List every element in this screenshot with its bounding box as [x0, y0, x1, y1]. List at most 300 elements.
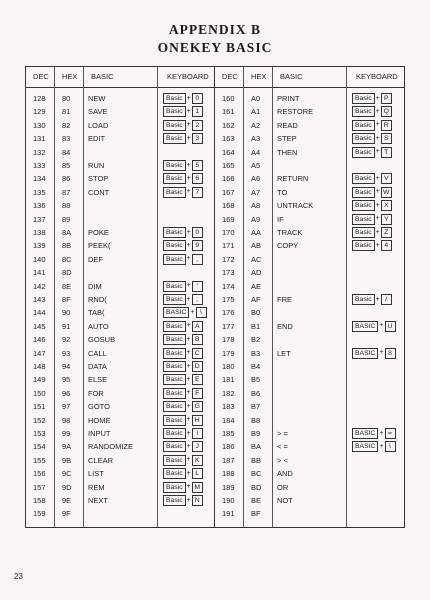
hex-cell: 89 — [62, 214, 71, 224]
key-combination — [163, 107, 203, 116]
key-combination — [163, 469, 203, 478]
basic-keyword-cell: GOTO — [88, 402, 110, 412]
key-combination — [163, 442, 203, 451]
basic-key: Basic — [352, 227, 375, 238]
hex-cell: BC — [251, 469, 262, 479]
character-key: 9 — [192, 240, 203, 251]
basic-key: Basic — [163, 294, 186, 305]
key-combination — [163, 282, 203, 291]
basic-keyword-cell: END — [277, 321, 293, 331]
hex-cell: A7 — [251, 187, 261, 197]
character-key: B — [192, 334, 203, 345]
hex-cell: A3 — [251, 134, 261, 144]
table-row — [26, 120, 215, 132]
plus-sign: + — [186, 322, 191, 330]
character-key: D — [192, 361, 203, 372]
plus-sign: + — [186, 389, 191, 397]
character-key: 6 — [192, 173, 203, 184]
character-key: S — [381, 133, 392, 144]
hex-cell: 94 — [62, 362, 71, 371]
basic-key: BASIC — [163, 307, 189, 318]
hex-cell: AB — [251, 241, 262, 251]
basic-keyword-cell: FRE — [277, 295, 292, 304]
key-combination — [163, 161, 203, 170]
table-row — [215, 388, 404, 400]
hex-cell: B7 — [251, 402, 261, 412]
dec-cell: 155 — [33, 455, 46, 465]
basic-keyword-cell: TAB( — [88, 308, 105, 318]
table-row — [215, 254, 404, 266]
table-row — [215, 361, 404, 373]
key-combination — [352, 188, 392, 197]
table-row — [26, 401, 215, 413]
dec-cell: 171 — [222, 241, 235, 251]
dec-cell: 191 — [222, 509, 235, 519]
table-row — [215, 455, 404, 467]
table-row — [26, 482, 215, 494]
character-key: F — [192, 388, 203, 399]
table-row — [215, 160, 404, 172]
table-row — [215, 294, 404, 306]
key-combination — [163, 295, 203, 304]
key-combination — [352, 174, 392, 183]
plus-sign: + — [375, 241, 380, 249]
key-combination — [352, 322, 396, 331]
table-row — [215, 495, 404, 507]
hex-cell: AE — [251, 281, 262, 291]
key-combination — [163, 456, 203, 465]
plus-sign: + — [186, 161, 191, 169]
dec-cell: 174 — [222, 281, 235, 291]
basic-keyword-cell: INPUT — [88, 429, 111, 438]
table-row — [26, 441, 215, 453]
plus-sign: + — [186, 134, 191, 142]
hex-cell: 97 — [62, 402, 71, 412]
plus-sign: + — [379, 322, 384, 330]
hex-cell: 86 — [62, 174, 71, 184]
hex-cell: A2 — [251, 120, 261, 130]
header-dec: DEC — [222, 72, 238, 81]
table-row — [26, 200, 215, 212]
basic-keyword-cell: REM — [88, 482, 105, 492]
basic-key: BASIC — [352, 348, 378, 359]
basic-key: Basic — [163, 441, 186, 452]
table-row — [215, 187, 404, 199]
dec-cell: 190 — [222, 496, 235, 505]
basic-key: Basic — [163, 482, 186, 493]
table-row — [26, 361, 215, 373]
dec-cell: 167 — [222, 187, 235, 197]
basic-key: Basic — [352, 106, 375, 117]
character-key: G — [192, 401, 203, 412]
basic-keyword-cell: POKE — [88, 228, 109, 237]
basic-key: BASIC — [352, 321, 378, 332]
hex-cell: 85 — [62, 161, 71, 170]
hex-cell: 87 — [62, 187, 71, 197]
hex-cell: 9C — [62, 469, 72, 479]
dec-cell: 178 — [222, 335, 235, 345]
plus-sign: + — [186, 255, 191, 263]
dec-cell: 157 — [33, 482, 46, 492]
character-key: H — [192, 415, 203, 426]
character-key: 8 — [385, 348, 396, 359]
character-key: Z — [381, 227, 392, 238]
table-row — [26, 334, 215, 346]
key-combination — [163, 94, 203, 103]
basic-keyword-cell: RND( — [88, 295, 107, 304]
hex-cell: 9B — [62, 455, 72, 465]
plus-sign: + — [186, 375, 191, 383]
key-combination — [352, 429, 396, 438]
table-row — [215, 200, 404, 212]
basic-keyword-cell: SAVE — [88, 107, 108, 117]
hex-cell: AA — [251, 228, 262, 237]
character-key: ; — [192, 294, 203, 305]
basic-keyword-cell: CALL — [88, 348, 107, 358]
plus-sign: + — [186, 295, 191, 303]
hex-cell: 9D — [62, 482, 72, 492]
character-key: W — [381, 187, 392, 198]
hex-cell: 9E — [62, 496, 72, 505]
hex-cell: 88 — [62, 201, 71, 211]
basic-keyword-cell: TO — [277, 187, 288, 197]
basic-keyword-cell: > < — [277, 455, 288, 465]
basic-keyword-cell: RUN — [88, 161, 105, 170]
plus-sign: + — [186, 174, 191, 182]
table-row — [215, 482, 404, 494]
character-key: ' — [192, 281, 203, 292]
key-combination — [163, 375, 203, 384]
hex-cell: B1 — [251, 321, 261, 331]
table-row — [26, 187, 215, 199]
basic-key: Basic — [163, 227, 186, 238]
table-row — [26, 267, 215, 279]
character-key: I — [192, 428, 203, 439]
dec-cell: 182 — [222, 388, 235, 398]
basic-key: Basic — [163, 133, 186, 144]
key-combination — [352, 121, 392, 130]
hex-cell: 93 — [62, 348, 71, 358]
key-combination — [163, 335, 203, 344]
hex-cell: BF — [251, 509, 261, 519]
character-key: N — [192, 495, 203, 506]
hex-cell: 98 — [62, 415, 71, 425]
basic-keyword-cell: DATA — [88, 362, 107, 371]
table-row — [215, 120, 404, 132]
dec-cell: 152 — [33, 415, 46, 425]
hex-cell: B9 — [251, 429, 261, 438]
dec-cell: 145 — [33, 321, 46, 331]
hex-cell: 8F — [62, 295, 71, 304]
character-key: 5 — [192, 160, 203, 171]
hex-cell: 83 — [62, 134, 71, 144]
basic-keyword-cell: CLEAR — [88, 455, 114, 465]
plus-sign: + — [375, 228, 380, 236]
dec-cell: 131 — [33, 134, 46, 144]
dec-cell: 186 — [222, 442, 235, 452]
table-row — [26, 240, 215, 252]
dec-cell: 162 — [222, 120, 235, 130]
plus-sign: + — [186, 121, 191, 129]
dec-cell: 156 — [33, 469, 46, 479]
character-key: L — [192, 468, 203, 479]
key-combination — [352, 107, 392, 116]
dec-cell: 148 — [33, 362, 46, 371]
header-hex: HEX — [62, 72, 78, 81]
basic-keyword-cell: READ — [277, 120, 298, 130]
table-row — [215, 173, 404, 185]
hex-cell: BD — [251, 482, 262, 492]
character-key: P — [381, 93, 392, 104]
hex-cell: A8 — [251, 201, 261, 211]
hex-cell: B4 — [251, 362, 261, 371]
character-key: 4 — [381, 240, 392, 251]
key-combination — [163, 255, 203, 264]
basic-key: Basic — [352, 200, 375, 211]
key-combination — [163, 362, 203, 371]
plus-sign: + — [186, 107, 191, 115]
hex-cell: 96 — [62, 388, 71, 398]
key-combination — [163, 429, 203, 438]
plus-sign: + — [186, 362, 191, 370]
table-row — [215, 307, 404, 319]
basic-keyword-cell: STEP — [277, 134, 297, 144]
basic-keyword-cell: RESTORE — [277, 107, 314, 117]
hex-cell: 8E — [62, 281, 72, 291]
basic-key: Basic — [352, 187, 375, 198]
dec-cell: 173 — [222, 268, 235, 278]
plus-sign: + — [186, 442, 191, 450]
character-key: T — [381, 147, 392, 158]
basic-key: BASIC — [352, 428, 378, 439]
plus-sign: + — [375, 121, 380, 129]
plus-sign: + — [190, 308, 195, 316]
hex-cell: B3 — [251, 348, 261, 358]
character-key: 1 — [192, 106, 203, 117]
plus-sign: + — [186, 469, 191, 477]
dec-cell: 149 — [33, 375, 46, 385]
table-row — [215, 321, 404, 333]
dec-cell: 179 — [222, 348, 235, 358]
character-key: R — [381, 120, 392, 131]
character-key: \ — [385, 441, 396, 452]
table-row — [215, 415, 404, 427]
hex-cell: 84 — [62, 147, 71, 157]
key-combination — [163, 349, 203, 358]
character-key: 3 — [192, 133, 203, 144]
dec-cell: 141 — [33, 268, 46, 278]
basic-key: Basic — [352, 240, 375, 251]
basic-key: Basic — [163, 334, 186, 345]
character-key: , — [192, 254, 203, 265]
table-row — [26, 160, 215, 172]
dec-cell: 170 — [222, 228, 235, 237]
character-key: Q — [381, 106, 392, 117]
character-key: 0 — [192, 227, 203, 238]
table-row — [26, 374, 215, 386]
basic-key: Basic — [163, 401, 186, 412]
hex-cell: A6 — [251, 174, 261, 184]
basic-key: Basic — [163, 240, 186, 251]
table-row — [215, 133, 404, 145]
basic-key: BASIC — [352, 441, 378, 452]
basic-keyword-cell: GOSUB — [88, 335, 116, 345]
basic-key: Basic — [163, 120, 186, 131]
key-combination — [163, 402, 203, 411]
character-key: Y — [381, 214, 392, 225]
dec-cell: 180 — [222, 362, 235, 371]
plus-sign: + — [379, 429, 384, 437]
hex-cell: BB — [251, 455, 262, 465]
basic-key: Basic — [163, 428, 186, 439]
basic-key: Basic — [163, 106, 186, 117]
basic-key: Basic — [163, 361, 186, 372]
character-key: 7 — [192, 187, 203, 198]
plus-sign: + — [186, 429, 191, 437]
dec-cell: 168 — [222, 201, 235, 211]
basic-key: Basic — [163, 348, 186, 359]
table-row — [215, 401, 404, 413]
table-row — [215, 441, 404, 453]
plus-sign: + — [186, 349, 191, 357]
character-key: 0 — [192, 93, 203, 104]
key-combination — [163, 389, 203, 398]
table-row — [215, 227, 404, 239]
hex-cell: B6 — [251, 388, 261, 398]
dec-cell: 189 — [222, 482, 235, 492]
dec-cell: 150 — [33, 388, 46, 398]
character-key: K — [192, 455, 203, 466]
dec-cell: 151 — [33, 402, 46, 412]
key-combination — [163, 134, 203, 143]
plus-sign: + — [186, 402, 191, 410]
dec-cell: 153 — [33, 429, 46, 438]
hex-cell: A1 — [251, 107, 261, 117]
basic-keyword-cell: LET — [277, 348, 291, 358]
dec-cell: 181 — [222, 375, 235, 385]
basic-key: Basic — [352, 147, 375, 158]
basic-keyword-cell: STOP — [88, 174, 109, 184]
dec-cell: 129 — [33, 107, 46, 117]
page-number: 23 — [14, 572, 23, 581]
table-row — [215, 374, 404, 386]
basic-keyword-cell: IF — [277, 214, 284, 224]
plus-sign: + — [379, 349, 384, 357]
basic-keyword-cell: PRINT — [277, 94, 300, 103]
table-row — [26, 468, 215, 480]
header-keyboard: KEYBOARD — [356, 72, 398, 81]
table-row — [215, 334, 404, 346]
dec-cell: 128 — [33, 94, 46, 103]
basic-keyword-cell: RANDOMIZE — [88, 442, 133, 452]
table-row — [26, 93, 215, 105]
header-basic: BASIC — [280, 72, 303, 81]
hex-cell: A9 — [251, 214, 261, 224]
basic-key: Basic — [163, 321, 186, 332]
table-row — [215, 214, 404, 226]
plus-sign: + — [375, 295, 380, 303]
hex-cell: BE — [251, 496, 262, 505]
dec-cell: 154 — [33, 442, 46, 452]
dec-cell: 135 — [33, 187, 46, 197]
dec-cell: 146 — [33, 335, 46, 345]
table-row — [26, 455, 215, 467]
table-row — [215, 106, 404, 118]
key-combination — [352, 442, 396, 451]
key-combination — [163, 241, 203, 250]
hex-cell: A0 — [251, 94, 261, 103]
table-row — [215, 428, 404, 440]
dec-cell: 142 — [33, 281, 46, 291]
basic-keyword-cell: LIST — [88, 469, 104, 479]
hex-cell: 81 — [62, 107, 71, 117]
basic-keyword-cell: FOR — [88, 388, 104, 398]
key-combination — [352, 134, 392, 143]
dec-cell: 143 — [33, 295, 46, 304]
dec-cell: 176 — [222, 308, 235, 318]
key-combination — [352, 94, 392, 103]
table-row — [215, 348, 404, 360]
dec-cell: 137 — [33, 214, 46, 224]
plus-sign: + — [186, 228, 191, 236]
hex-cell: B5 — [251, 375, 261, 385]
hex-cell: 80 — [62, 94, 71, 103]
hex-cell: BA — [251, 442, 262, 452]
basic-keyword-cell: < = — [277, 442, 288, 452]
header-basic: BASIC — [91, 72, 114, 81]
key-combination — [352, 148, 392, 157]
plus-sign: + — [186, 94, 191, 102]
table-row — [26, 227, 215, 239]
basic-key: Basic — [163, 374, 186, 385]
hex-cell: 99 — [62, 429, 71, 438]
character-key: V — [381, 173, 392, 184]
dec-cell: 184 — [222, 415, 235, 425]
hex-cell: 90 — [62, 308, 71, 318]
key-combination — [163, 228, 203, 237]
hex-cell: B2 — [251, 335, 261, 345]
key-combination — [163, 322, 203, 331]
basic-keyword-cell: COPY — [277, 241, 299, 251]
key-combination — [352, 215, 392, 224]
hex-cell: 91 — [62, 321, 71, 331]
basic-keyword-cell: OR — [277, 482, 289, 492]
dec-cell: 161 — [222, 107, 235, 117]
basic-key: Basic — [352, 173, 375, 184]
basic-keyword-cell: NOT — [277, 496, 293, 505]
basic-keyword-cell: AND — [277, 469, 293, 479]
dec-cell: 169 — [222, 214, 235, 224]
basic-key: Basic — [352, 93, 375, 104]
appendix-title: APPENDIX B — [168, 22, 262, 37]
key-combination — [352, 201, 392, 210]
dec-cell: 139 — [33, 241, 46, 251]
plus-sign: + — [375, 201, 380, 209]
basic-key: Basic — [352, 294, 375, 305]
basic-keyword-cell: ELSE — [88, 375, 108, 385]
character-key: \ — [196, 307, 207, 318]
plus-sign: + — [375, 215, 380, 223]
basic-keyword-cell: LOAD — [88, 120, 109, 130]
key-combination — [163, 188, 203, 197]
table-row — [26, 321, 215, 333]
table-row — [215, 240, 404, 252]
key-combination — [163, 308, 207, 317]
header-hex: HEX — [251, 72, 267, 81]
plus-sign: + — [375, 107, 380, 115]
table-row — [215, 93, 404, 105]
table-row — [26, 294, 215, 306]
